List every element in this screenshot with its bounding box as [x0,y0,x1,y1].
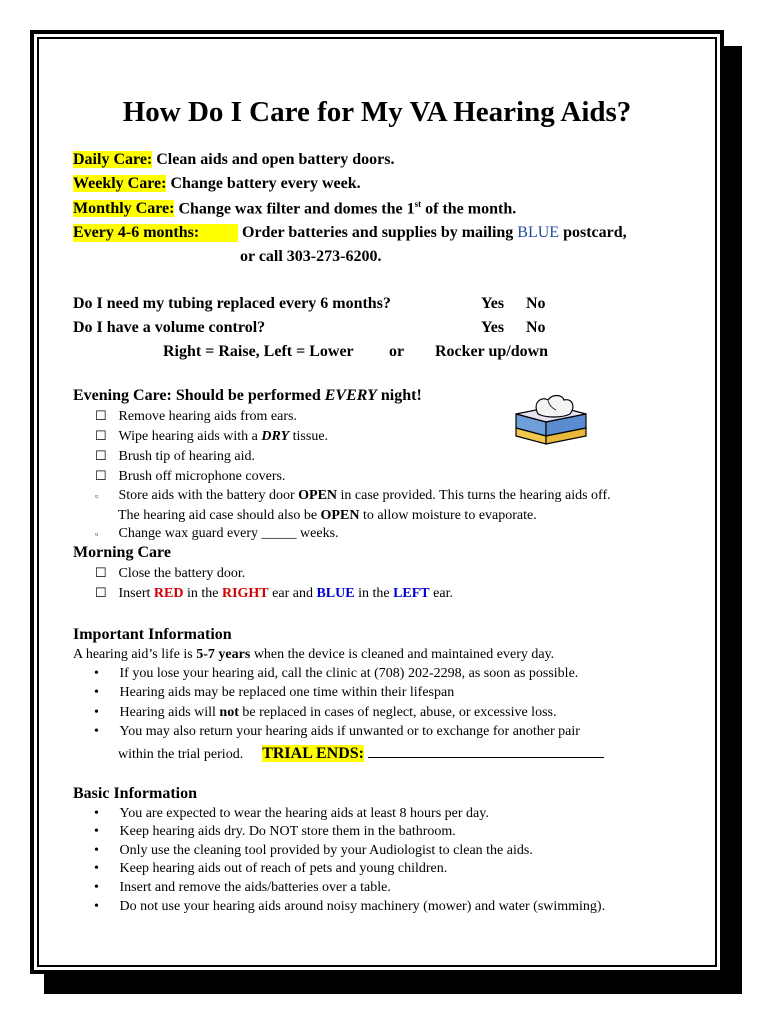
volume-question: Do I have a volume control? [73,319,266,336]
supplies-label: Every 4-6 months: [73,224,238,242]
evening-heading-after: night! [380,387,422,404]
monthly-care-text: Change wax filter and domes the 1 [178,200,415,218]
small-checkbox-icon: ▫ [95,491,99,501]
basic-item-text: Keep hearing aids out of reach of pets and young children. [119,861,448,876]
bullet-icon: • [94,880,99,895]
basic-item-text: You are expected to wear the hearing aids at least 8 hours per day. [119,806,489,821]
open-emphasis: OPEN [298,488,338,503]
basic-item [94,899,605,915]
tubing-yes: Yes [481,295,505,312]
evening-item-text: Store aids with the battery door [118,488,295,503]
bullet-icon: • [94,806,99,821]
evening-item-text-after: tissue. [292,429,329,444]
morning-item-text: Insert [118,586,151,601]
bullet-icon: • [94,685,99,700]
checkbox-icon: ☐ [95,448,107,463]
evening-item-text: Wipe hearing aids with a [118,429,258,444]
basic-item [94,880,391,896]
trial-period-text: within the trial period. [118,747,244,762]
morning-item-text: in the [186,586,219,601]
left-word: LEFT [393,586,430,601]
evening-item-text: Brush off microphone covers. [118,469,286,484]
important-intro [73,647,554,663]
important-item-text: You may also return your hearing aids if unwanted or to exchange for another pair [119,724,580,739]
important-item-text: Hearing aids may be replaced one time within their lifespan [119,685,455,700]
important-item-lost [94,666,578,682]
dry-emphasis: DRY [261,429,290,444]
evening-item-text: The hearing aid case should also be [118,508,318,523]
daily-care-line [73,151,395,169]
supplies-text: Order batteries and supplies by mailing [242,224,514,241]
evening-heading-text: Evening Care: Should be performed [73,387,321,404]
checkbox-icon: ☐ [95,565,107,580]
evening-item-remove [95,408,297,425]
lifespan-emphasis: 5-7 years [196,647,251,662]
evening-item-text: Remove hearing aids from ears. [118,409,297,424]
basic-info-heading: Basic Information [73,785,197,802]
important-item-neglect [94,705,556,721]
morning-item-text: ear and [272,586,313,601]
basic-item [94,806,489,822]
basic-item [94,861,447,877]
monthly-care-text-after: of the month. [425,200,517,218]
call-number-line: or call 303-273-6200. [240,248,382,265]
basic-item-text: Keep hearing aids dry. Do NOT store them in the bathroom. [119,824,456,839]
monthly-care-sup: st [414,199,422,209]
bullet-icon: • [94,843,99,858]
morning-item-text: Close the battery door. [118,566,246,581]
basic-item-text: Insert and remove the aids/batteries over a table. [119,880,391,895]
evening-item-text: Brush tip of hearing aid. [118,449,255,464]
bullet-icon: • [94,666,99,681]
basic-item [94,843,533,859]
blue-word: BLUE [316,586,355,601]
open-emphasis: OPEN [320,508,360,523]
bullet-icon: • [94,824,99,839]
trial-ends-label: TRIAL ENDS: [262,745,365,762]
monthly-care-label: Monthly Care: [73,200,175,218]
weekly-care-line [73,175,361,193]
trial-period-line [118,745,604,763]
supplies-text-after: postcard, [563,224,627,241]
important-item-text-after: be replaced in cases of neglect, abuse, or excessive loss. [242,705,557,720]
morning-item-text: in the [358,586,390,601]
evening-item-wipe [95,428,328,445]
tubing-question: Do I need my tubing replaced every 6 months? [73,295,391,312]
volume-type-right: Rocker up/down [435,343,549,360]
basic-item-text: Only use the cleaning tool provided by your Audiologist to clean the aids. [119,843,533,858]
important-info-heading: Important Information [73,626,232,643]
evening-item-store-line2 [118,508,537,524]
tubing-no: No [526,295,546,312]
blue-postcard-word: BLUE [517,224,560,241]
checkbox-icon: ☐ [95,408,107,423]
morning-item-insert [95,585,453,602]
bullet-icon: • [94,861,99,876]
important-item-text: Hearing aids will [119,705,216,720]
not-emphasis: not [219,705,239,720]
intro-text-after: when the device is cleaned and maintained every day. [253,647,555,662]
important-item-replaced [94,685,454,701]
weekly-care-label: Weekly Care: [73,175,167,192]
morning-item-text: ear. [433,586,453,601]
bullet-icon: • [94,899,99,914]
evening-item-wax-guard [95,526,339,542]
evening-item-text-after: in case provided. This turns the hearing aids off. [340,488,611,503]
right-word: RIGHT [221,586,269,601]
supplies-line [73,224,627,242]
intro-text: A hearing aid’s life is [73,647,193,662]
evening-item-store [95,488,611,504]
checkbox-icon: ☐ [95,468,107,483]
evening-item-brush-tip [95,448,255,465]
volume-yes: Yes [481,319,505,336]
red-word: RED [153,586,184,601]
checkbox-icon: ☐ [95,428,107,443]
bullet-icon: • [94,705,99,720]
checkbox-icon: ☐ [95,585,107,600]
daily-care-text: Clean aids and open battery doors. [156,151,395,168]
volume-no: No [526,319,546,336]
daily-care-label: Daily Care: [73,151,153,168]
page-title: How Do I Care for My VA Hearing Aids? [122,96,632,128]
important-item-return [94,724,580,740]
evening-item-text: Change wax guard every _____ weeks. [118,526,339,541]
morning-item-close [95,565,245,582]
basic-item-text: Do not use your hearing aids around noisy machinery (mower) and water (swimming). [119,899,606,914]
tissue-box-icon [512,392,588,448]
monthly-care-line [73,199,516,218]
evening-item-text-after: to allow moisture to evaporate. [362,508,537,523]
volume-type-or: or [389,343,405,360]
evening-care-heading [73,387,422,405]
morning-care-heading: Morning Care [73,544,171,561]
evening-item-brush-mic [95,468,285,485]
important-item-text: If you lose your hearing aid, call the clinic at (708) 202-2298, as soon as possible. [119,666,579,681]
small-checkbox-icon: ▫ [95,529,99,539]
basic-item [94,824,456,840]
bullet-icon: • [94,724,99,739]
volume-type-left: Right = Raise, Left = Lower [163,343,354,360]
weekly-care-text: Change battery every week. [170,175,361,192]
trial-ends-blank [368,757,604,758]
evening-heading-emphasis: EVERY [324,387,377,404]
